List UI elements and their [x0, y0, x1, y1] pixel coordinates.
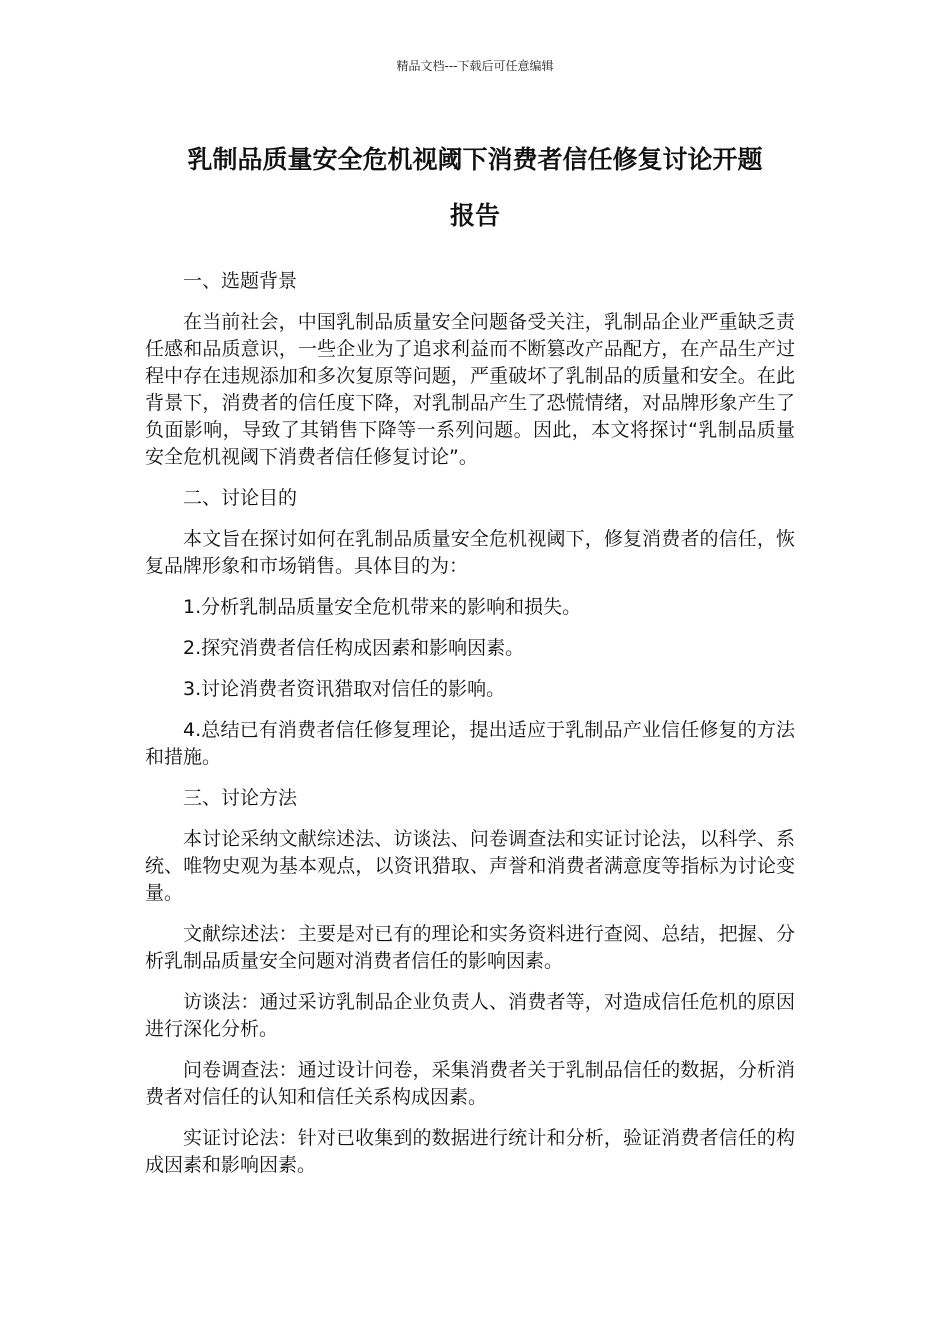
title-line-2: 报告 [449, 201, 500, 230]
document-title [130, 132, 820, 244]
paragraph-method-literature: 文献综述法：主要是对已有的理论和实务资料进行查阅、总结，把握、分析乳制品质量安全问题对消费者信任的影响因素。 [145, 923, 795, 972]
section-heading-method: 三、讨论方法 [183, 787, 298, 809]
document-body [145, 268, 795, 1193]
list-item-purpose-4: 4.总结已有消费者信任修复理论，提出适应于乳制品产业信任修复的方法和措施。 [145, 719, 795, 768]
paragraph-method-survey: 问卷调查法：通过设计问卷，采集消费者关于乳制品信任的数据，分析消费者对信任的认知和信任关系构成因素。 [145, 1059, 795, 1108]
title-line-1: 乳制品质量安全危机视阈下消费者信任修复讨论开题 [187, 145, 763, 174]
paragraph-background: 在当前社会，中国乳制品质量安全问题备受关注，乳制品企业严重缺乏责任感和品质意识，一些企业为了追求利益而不断篡改产品配方，在产品生产过程中存在违规添加和多次复原等问题，严重破坏了乳制品的质量和安全。在此背景下，消费者的信任度下降，对乳制品产生了恐慌情绪，对品牌形象产生了负面影响，导致了其销售下降等一系列问题。因此，本文将探讨“乳制品质量安全危机视阈下消费者信任修复讨论”。 [145, 311, 795, 468]
section-heading-background: 一、选题背景 [183, 270, 298, 292]
paragraph-method-empirical: 实证讨论法：针对已收集到的数据进行统计和分析，验证消费者信任的构成因素和影响因素。 [145, 1127, 795, 1176]
list-item-purpose-3: 3.讨论消费者资讯猎取对信任的影响。 [183, 678, 506, 700]
list-item-purpose-1: 1.分析乳制品质量安全危机带来的影响和损失。 [183, 596, 582, 618]
paragraph-method-interview: 访谈法：通过采访乳制品企业负责人、消费者等，对造成信任危机的原因进行深化分析。 [145, 991, 795, 1040]
paragraph-purpose: 本文旨在探讨如何在乳制品质量安全危机视阈下，修复消费者的信任，恢复品牌形象和市场销售。具体目的为： [145, 528, 795, 577]
list-item-purpose-2: 2.探究消费者信任构成因素和影响因素。 [183, 637, 525, 659]
header-note: 精品文档---下载后可任意编辑 [396, 59, 554, 73]
paragraph-method-overview: 本讨论采纳文献综述法、访谈法、问卷调查法和实证讨论法，以科学、系统、唯物史观为基本观点，以资讯猎取、声誉和消费者满意度等指标为讨论变量。 [145, 828, 795, 904]
section-heading-purpose: 二、讨论目的 [183, 487, 298, 509]
